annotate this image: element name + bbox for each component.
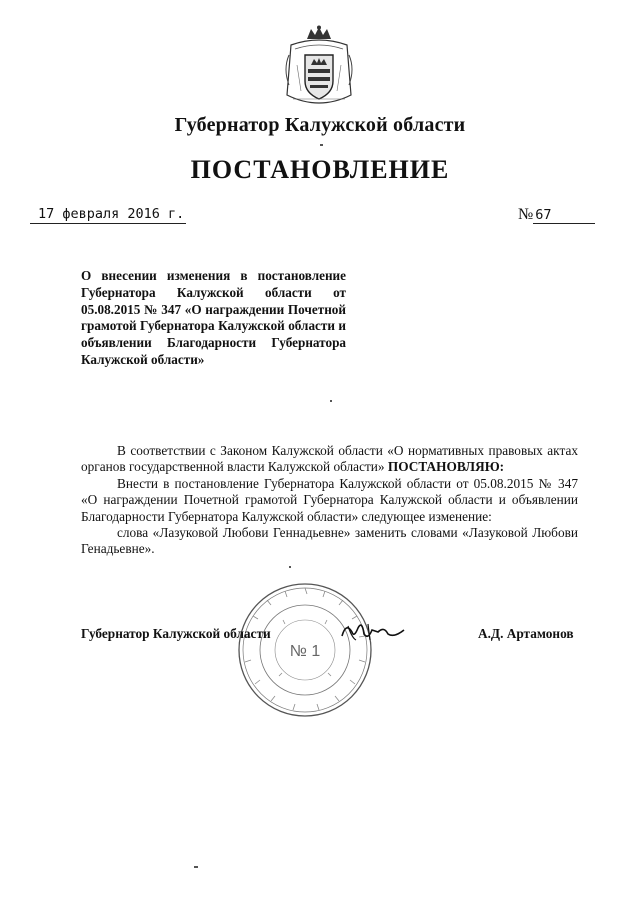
- stamp-number: № 1: [289, 643, 321, 660]
- kaluga-coat-of-arms-icon: [281, 25, 357, 113]
- number-value: 67: [533, 207, 595, 224]
- document-date: 17 февраля 2016 г.: [30, 206, 186, 224]
- scan-speck: [194, 866, 198, 868]
- body-paragraph-1: [81, 443, 578, 476]
- signatory-name: А.Д. Артамонов: [478, 626, 574, 641]
- preamble-text: В соответствии с Законом Калужской области «О нормативных правовых актах органов государственной власти Калужской области»: [81, 443, 578, 475]
- document-type: ПОСТАНОВЛЕНИЕ: [190, 155, 450, 184]
- body-paragraph-2: Внести в постановление Губернатора Калужской области от 05.08.2015 № 347 «О награждении Почетной грамотой Губернатора Калужской области и объявлении Благодарности Губернатора Калужской области» следующее изменение:: [81, 475, 578, 524]
- issuer-title: Губернатор Калужской области: [174, 114, 466, 136]
- decree-word: ПОСТАНОВЛЯЮ:: [387, 459, 505, 475]
- document-number: [518, 206, 595, 224]
- scan-speck: [330, 400, 332, 402]
- document-body: [81, 443, 578, 558]
- scan-speck: [320, 144, 323, 146]
- handwritten-signature-icon: [338, 618, 408, 644]
- number-label: №: [518, 206, 534, 223]
- signatory-position: Губернатор Калужской области: [81, 626, 271, 641]
- scan-speck: [289, 566, 291, 568]
- document-subject: О внесении изменения в постановление Губернатора Калужской области от 05.08.2015 № 347 «О награждении Почетной грамотой Губернатора Калужской области и объявлении Благодарности Губернатора Калужской области»: [81, 268, 346, 367]
- body-paragraph-3: слова «Лазуковой Любови Геннадьевне» заменить словами «Лазуковой Любови Генадьевне».: [81, 525, 578, 557]
- official-stamp-icon: [235, 580, 375, 720]
